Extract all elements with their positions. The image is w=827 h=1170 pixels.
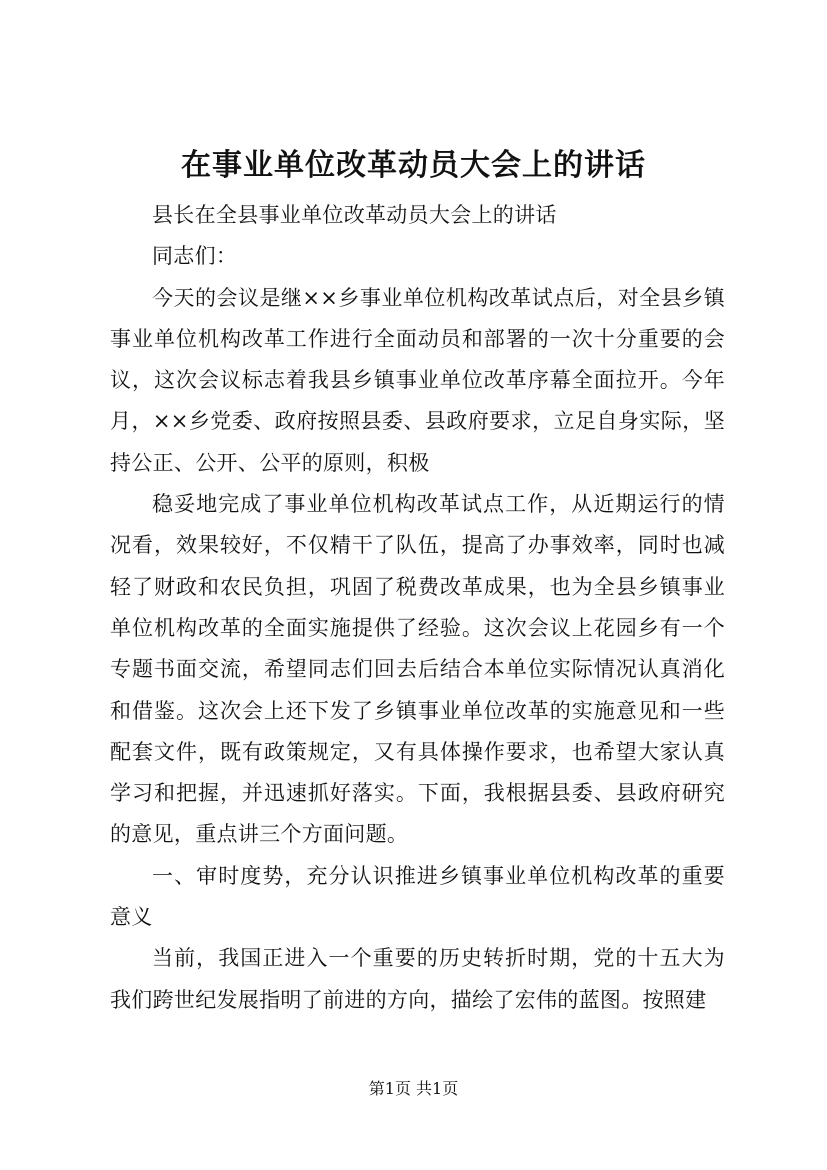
body-paragraph: 当前，我国正进入一个重要的历史转折时期，党的十五大为我们跨世纪发展指明了前进的方向，描绘了宏伟的蓝图。按照建 [110, 946, 725, 1012]
page-number: 第1页 共1页 [368, 1079, 459, 1098]
document-body [110, 195, 725, 1021]
page-footer [0, 1078, 827, 1100]
subtitle-paragraph: 县长在全县事业单位改革动员大会上的讲话 [152, 203, 557, 227]
body-paragraph: 今天的会议是继××乡事业单位机构改革试点后，对全县乡镇事业单位机构改革工作进行全面动员和部署的一次十分重要的会议，这次会议标志着我县乡镇事业单位改革序幕全面拉开。今年月，××乡党委、政府按照县委、县政府要求，立足自身实际，坚持公正、公开、公平的原则，积极 [110, 285, 725, 475]
salutation-paragraph: 同志们： [152, 244, 238, 269]
document-title: 在事业单位改革动员大会上的讲话 [181, 148, 646, 183]
body-paragraph: 稳妥地完成了事业单位机构改革试点工作，从近期运行的情况看，效果较好，不仅精干了队伍，提高了办事效率，同时也减轻了财政和农民负担，巩固了税费改革成果，也为全县乡镇事业单位机构改革的全面实施提供了经验。这次会议上花园乡有一个专题书面交流，希望同志们回去后结合本单位实际情况认真消化和借鉴。这次会上还下发了乡镇事业单位改革的实施意见和一些配套文件，既有政策规定，又有具体操作要求，也希望大家认真学习和把握，并迅速抓好落实。下面，我根据县委、县政府研究的意见，重点讲三个方面问题。 [110, 492, 725, 847]
section-heading: 一、审时度势，充分认识推进乡镇事业单位机构改革的重要意义 [110, 863, 725, 930]
